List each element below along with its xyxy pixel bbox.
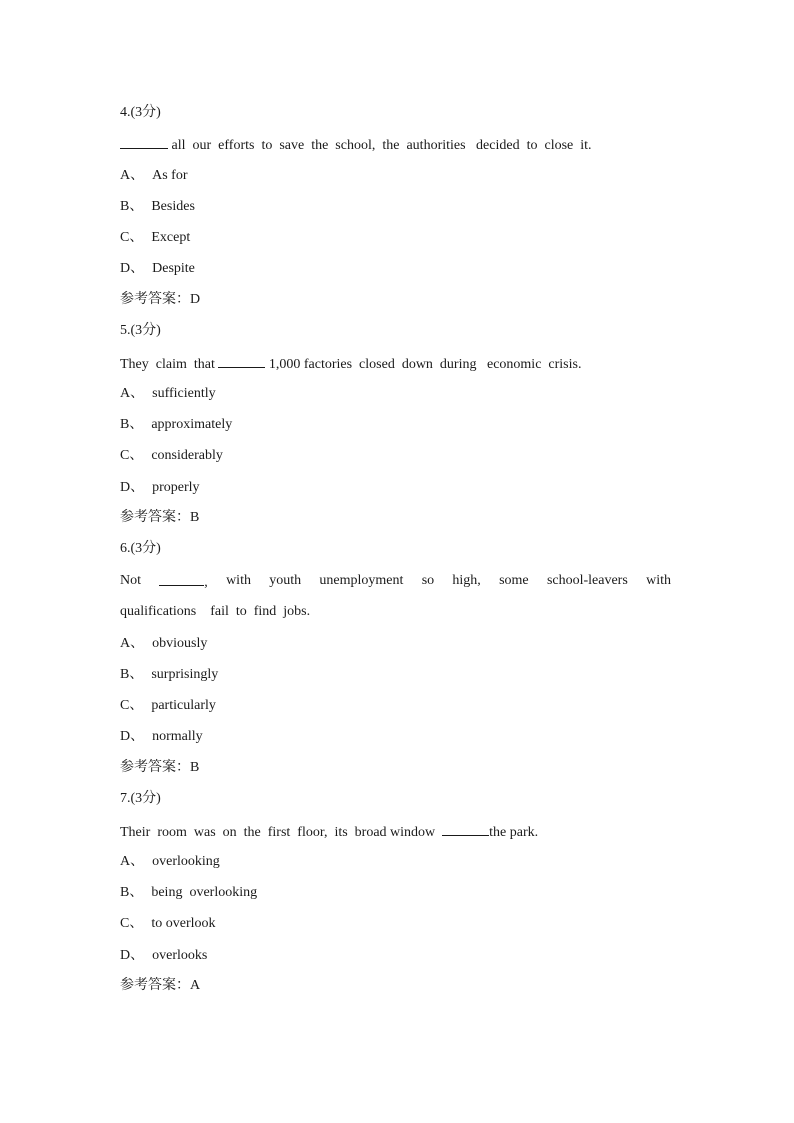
option-text: Besides <box>151 199 195 214</box>
question-4-answer: 参考答案：D <box>120 292 201 307</box>
option-text: overlooking <box>152 854 220 869</box>
option-letter: B、 <box>120 885 144 900</box>
option-text: obviously <box>152 636 208 651</box>
stem-text: all our efforts to save the school, the authorities decided to close it. <box>168 138 592 153</box>
option-letter: B、 <box>120 667 144 682</box>
question-7-stem <box>120 822 538 842</box>
question-7-option-b <box>120 884 257 902</box>
option-text: overlooks <box>152 948 208 963</box>
question-5-option-d <box>120 479 200 497</box>
option-letter: C、 <box>120 230 144 245</box>
question-6-header: 6.(3分) <box>120 541 161 556</box>
option-letter: A、 <box>120 168 145 183</box>
option-letter: A、 <box>120 386 145 401</box>
option-letter: C、 <box>120 698 144 713</box>
question-4-option-d <box>120 260 195 278</box>
option-letter: D、 <box>120 948 145 963</box>
question-5-option-c <box>120 447 223 465</box>
option-text: considerably <box>151 448 223 463</box>
option-letter: A、 <box>120 854 145 869</box>
question-6-option-d <box>120 728 203 746</box>
stem-word: youth <box>269 573 302 588</box>
option-letter: B、 <box>120 199 144 214</box>
question-4-option-b <box>120 198 195 216</box>
stem-text: They claim that <box>120 357 219 372</box>
answer-blank <box>218 354 265 368</box>
option-text: normally <box>152 729 203 744</box>
option-letter: A、 <box>120 636 145 651</box>
question-5-header: 5.(3分) <box>120 323 161 338</box>
question-7-option-c <box>120 915 216 933</box>
question-6-option-b <box>120 666 218 684</box>
question-4-option-c <box>120 229 190 247</box>
stem-word-with-blank <box>159 572 208 592</box>
stem-word: with <box>226 573 251 588</box>
option-letter: B、 <box>120 417 144 432</box>
question-6-stem-line-2: qualifications fail to find jobs. <box>120 604 311 619</box>
stem-word: with <box>646 573 671 588</box>
answer-blank <box>442 822 489 836</box>
stem-word: so <box>421 573 435 588</box>
question-5-answer: 参考答案：B <box>120 510 200 525</box>
stem-word: , <box>204 575 208 590</box>
option-text: As for <box>152 168 188 183</box>
option-text: to overlook <box>151 916 216 931</box>
question-7-header: 7.(3分) <box>120 791 161 806</box>
option-letter: D、 <box>120 261 145 276</box>
option-text: Except <box>151 230 191 245</box>
question-4-option-a <box>120 167 188 185</box>
question-7-answer: 参考答案：A <box>120 978 201 993</box>
option-text: Despite <box>152 261 195 276</box>
question-4-stem <box>120 135 592 155</box>
stem-word: Not <box>120 573 141 588</box>
option-text: sufficiently <box>152 386 216 401</box>
question-5-option-a <box>120 385 216 403</box>
stem-text: 1,000 factories closed down during economic crisis. <box>265 357 582 372</box>
answer-blank <box>120 135 168 149</box>
question-5-option-b <box>120 416 232 434</box>
option-letter: D、 <box>120 480 145 495</box>
question-6-answer: 参考答案：B <box>120 760 200 775</box>
question-4-header: 4.(3分) <box>120 105 161 120</box>
option-text: being overlooking <box>151 885 258 900</box>
stem-word: school-leavers <box>546 573 628 588</box>
stem-text: Their room was on the first floor, its broad window <box>120 825 443 840</box>
option-text: surprisingly <box>151 667 219 682</box>
answer-blank <box>159 572 204 586</box>
stem-word: high, <box>452 573 481 588</box>
stem-word: unemployment <box>319 573 404 588</box>
stem-word: some <box>499 573 529 588</box>
question-6-option-a <box>120 635 207 653</box>
option-letter: C、 <box>120 916 144 931</box>
question-6-stem-line-1 <box>120 572 671 592</box>
question-6-option-c <box>120 697 216 715</box>
option-text: properly <box>152 480 200 495</box>
stem-text: the park. <box>489 825 539 840</box>
question-7-option-d <box>120 947 207 965</box>
question-5-stem <box>120 354 581 374</box>
option-letter: C、 <box>120 448 144 463</box>
option-text: approximately <box>151 417 233 432</box>
question-7-option-a <box>120 853 220 871</box>
option-text: particularly <box>151 698 216 713</box>
option-letter: D、 <box>120 729 145 744</box>
